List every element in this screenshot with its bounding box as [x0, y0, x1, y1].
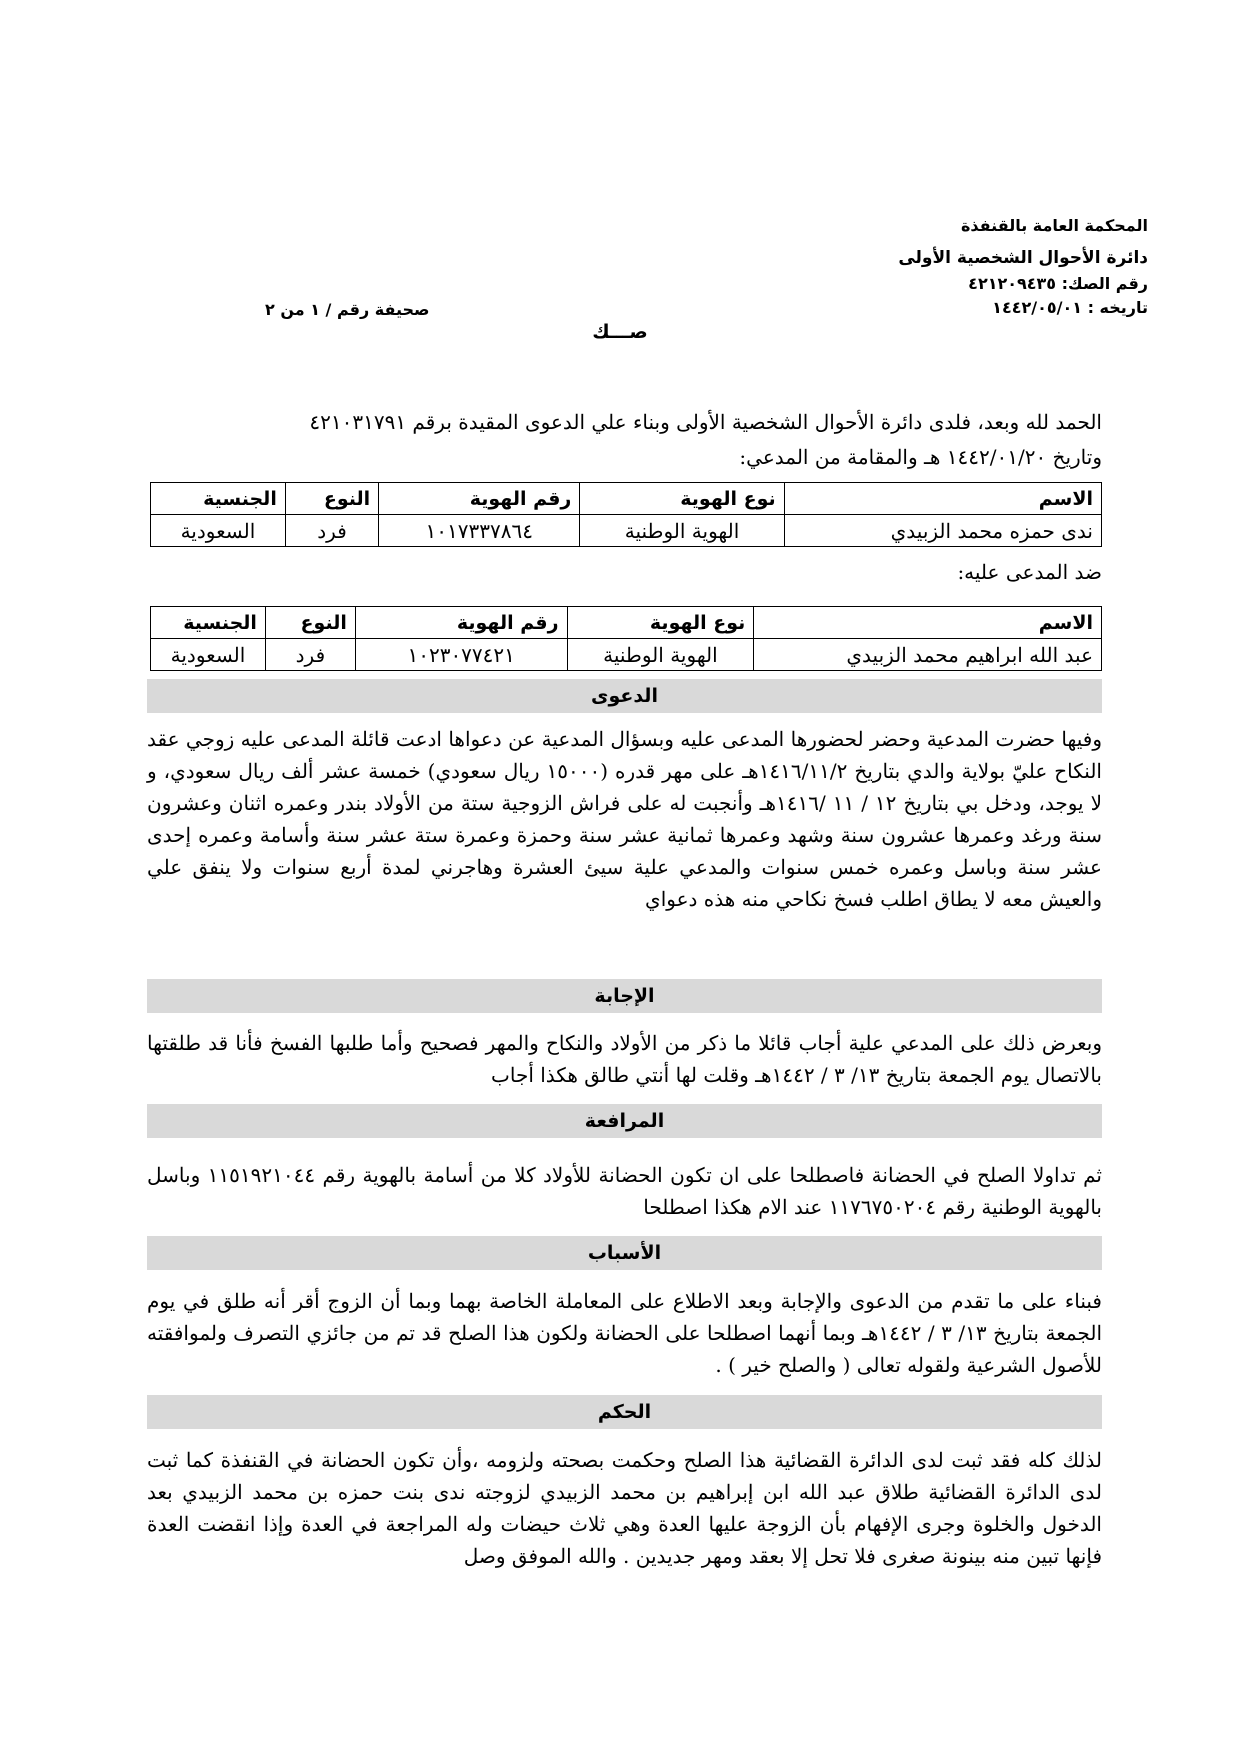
col-nationality: الجنسية [151, 483, 286, 515]
circuit-name: دائرة الأحوال الشخصية الأولى [898, 248, 1148, 268]
section-heading-reasons: الأسباب [147, 1236, 1102, 1270]
plaintiff-nationality: السعودية [151, 515, 286, 547]
col-id-number: رقم الهوية [379, 483, 580, 515]
section-heading-pleading: المرافعة [147, 1104, 1102, 1138]
deed-number-label: رقم الصك: [1061, 274, 1148, 293]
plaintiff-table [150, 482, 1102, 547]
plaintiff-id-type: الهوية الوطنية [580, 515, 784, 547]
deed-date-value: ١٤٤٢/٠٥/٠١ [992, 298, 1082, 317]
table-row [151, 639, 1102, 671]
reasons-text: فبناء على ما تقدم من الدعوى والإجابة وبعد الاطلاع على المعاملة الخاصة بهما وبما أن الزوج أقر أنه طلق في يوم الجمعة بتاريخ ١٣/ ٣ / ١٤٤٢هـ وبما أنهما اصطلحا على الحضانة ولكون هذا الصلح قد تم من جائزي التصرف ولموافقته للأصول الشرعية ولقوله تعالى ( والصلح خير ) . [147, 1289, 1102, 1377]
intro-line-1: الحمد لله وبعد، فلدى دائرة الأحوال الشخصية الأولى وبناء علي الدعوى المقيدة برقم ٤٢١٠٣١٧٩١ [309, 410, 1102, 434]
against-label: ضد المدعى عليه: [957, 560, 1102, 584]
col-name: الاسم [784, 483, 1101, 515]
intro-line-2: وتاريخ ١٤٤٢/٠١/٢٠ هـ والمقامة من المدعي: [739, 445, 1102, 469]
deed-number [968, 274, 1148, 294]
col-id-type: نوع الهوية [567, 607, 754, 639]
col-nationality: الجنسية [151, 607, 266, 639]
col-id-type: نوع الهوية [580, 483, 784, 515]
plaintiff-id-number: ١٠١٧٣٣٧٨٦٤ [379, 515, 580, 547]
judgment-text: لذلك كله فقد ثبت لدى الدائرة القضائية هذا الصلح وحكمت بصحته ولزومه ،وأن تكون الحضانة في القنفذة كما ثبت لدى الدائرة القضائية طلاق عبد الله ابن إبراهيم بن محمد الزبيدي لزوجته ندى بنت حمزه بن محمد الزبيدي بعد الدخول والخلوة وجرى الإفهام بأن الزوجة عليها العدة وهي ثلاث حيضات وله المراجعة في العدة وإذا انقضت العدة فإنها تبين منه بينونة صغرى فلا تحل إلا بعقد ومهر جديدين . والله الموفق وصل [147, 1448, 1102, 1568]
court-name: المحكمة العامة بالقنفذة [960, 216, 1148, 235]
answer-text: وبعرض ذلك على المدعي علية أجاب قائلا ما ذكر من الأولاد والنكاح والمهر فصحيح وأما طلبها الفسخ فأنا قد طلقتها بالاتصال يوم الجمعة بتاريخ ١٣/ ٣ / ١٤٤٢هـ وقلت لها أنتي طالق هكذا أجاب [147, 1031, 1102, 1087]
defendant-name: عبد الله ابراهيم محمد الزبيدي [754, 639, 1102, 671]
defendant-id-type: الهوية الوطنية [567, 639, 754, 671]
deed-date [992, 298, 1148, 318]
defendant-table [150, 606, 1102, 671]
col-type: النوع [285, 483, 378, 515]
section-heading-answer: الإجابة [147, 979, 1102, 1013]
defendant-nationality: السعودية [151, 639, 266, 671]
document-title: صـــك [592, 321, 648, 343]
claim-text: وفيها حضرت المدعية وحضر لحضورها المدعى عليه وبسؤال المدعية عن دعواها ادعت قائلة المدعى عليه زوجي عقد النكاح عليّ بولاية والدي بتاريخ ١٤١٦/١١/٢هـ على مهر قدره (١٥٠٠٠ ريال سعودي) خمسة عشر ألف ريال سعودي، و لا يوجد، ودخل بي بتاريخ ١٢ / ١١ /١٤١٦هـ وأنجبت له على فراش الزوجية ستة من الأولاد بندر وعمره اثنان وعشرون سنة ورغد وعمرها عشرون سنة وشهد وعمرها ثمانية عشر سنة وحمزة وعمرة ستة عشر سنة وأسامة وعمره إحدى عشر سنة وباسل وعمره خمس سنوات والمدعي علية سيئ العشرة وهاجرني لمدة أربع سنوات ولا ينفق علي والعيش معه لا يطاق اطلب فسخ نكاحي منه هذه دعواي [147, 727, 1102, 911]
plaintiff-table-header [151, 483, 1102, 515]
col-id-number: رقم الهوية [355, 607, 567, 639]
deed-date-label: تاريخه : [1087, 298, 1148, 317]
plaintiff-type: فرد [285, 515, 378, 547]
defendant-type: فرد [265, 639, 355, 671]
pleading-text: ثم تداولا الصلح في الحضانة فاصطلحا على ان تكون الحضانة للأولاد كلا من أسامة بالهوية رقم ١١٥١٩٢١٠٤٤ وباسل بالهوية الوطنية رقم ١١٧٦٧٥٠٢٠٤ عند الام هكذا اصطلحا [147, 1163, 1102, 1219]
defendant-table-header [151, 607, 1102, 639]
page-number: صحيفة رقم / ١ من ٢ [265, 300, 430, 319]
section-heading-judgment: الحكم [147, 1395, 1102, 1429]
plaintiff-name: ندى حمزه محمد الزبيدي [784, 515, 1101, 547]
deed-number-value: ٤٢١٢٠٩٤٣٥ [968, 274, 1057, 293]
col-type: النوع [265, 607, 355, 639]
defendant-id-number: ١٠٢٣٠٧٧٤٢١ [355, 639, 567, 671]
section-heading-claim: الدعوى [147, 679, 1102, 713]
col-name: الاسم [754, 607, 1102, 639]
table-row [151, 515, 1102, 547]
